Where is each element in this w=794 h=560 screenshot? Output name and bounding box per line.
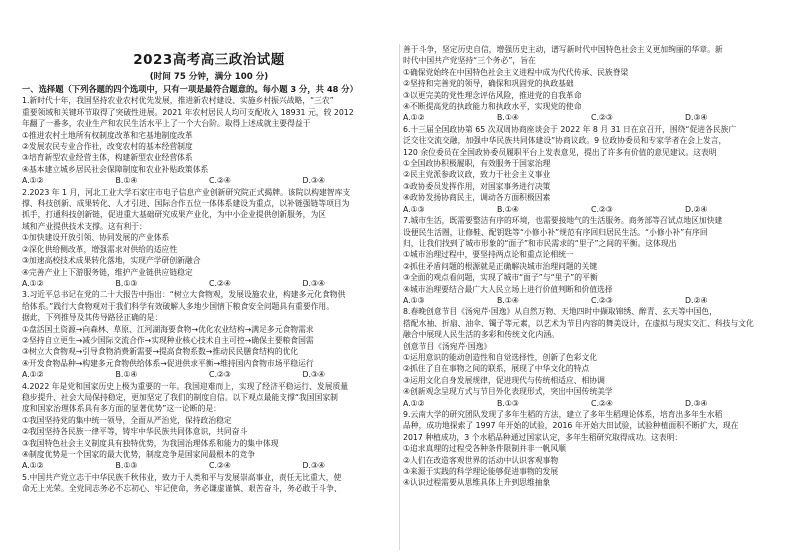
- statement-option: ②民主党派参政议政，致力于社会主义事业: [403, 170, 551, 180]
- answer-choice-b[interactable]: B.①④: [497, 204, 519, 214]
- statement-option: ③我国特色社会主义制度具有独特优势，为我国治理体系和能力的集中体现: [22, 438, 279, 448]
- question-stem: 1.新时代十年，我国坚持农业农村优先发展，推进新农村建设、实施乡村振兴战略，“三农”: [22, 96, 334, 106]
- statement-option: ③政协委员发挥作用，对国家事务进行决策: [403, 181, 551, 191]
- statement-option: ①推进农村土地所有权制度改革和宅基地制度改革: [22, 130, 193, 140]
- left-column: [22, 48, 396, 560]
- question-stem: 给体系。”践行大食物观对于我们科学有效破解人多地少国情下粮食安全问题具有重要作用。: [22, 301, 335, 311]
- statement-option: ④政协发扬协商民主，调动各方面积极因素: [403, 193, 551, 203]
- question-stem: 3.习近平总书记在党的二十大报告中指出：“树立大食物观，发展设施农业，构建多元化食物供: [22, 290, 346, 300]
- section-heading: 一、选择题（下列各题的四个选项中，只有一项是最符合题意的。每小题 3 分，共 48 分）: [22, 84, 358, 94]
- answer-choice-c[interactable]: C.②③: [591, 204, 613, 214]
- question-stem: 域和产业提供技术支撑。这有利于：: [22, 221, 147, 231]
- answer-choice-c[interactable]: C.②④: [209, 461, 231, 471]
- statement-option: ④创新观念呈现方式与节目外化表现形式，突出中国传统美学: [403, 387, 613, 397]
- statement-option: ④认识过程需要从思维具体上升到思维抽象: [403, 478, 551, 488]
- statement-option: ①确保党始终在中国特色社会主义进程中成为代代传承、民族脊梁: [403, 67, 629, 77]
- answer-choice-b[interactable]: B.①③: [115, 278, 138, 288]
- statement-option: ①盘活国土资源→向森林、草原、江河湖海要食物→优化农业结构→满足多元食物需求: [22, 324, 314, 334]
- question-stem: 善于斗争，坚定历史自信，增强历史主动，谱写新时代中国特色社会主义更加绚丽的华章。新: [403, 45, 723, 54]
- exam-subtitle: (时间 75 分钟，满分 100 分): [149, 72, 269, 82]
- answer-choice-a[interactable]: A.①②: [22, 370, 44, 380]
- question-stem: 2.2023 年 1 月，河北工业大学石家庄市电子信息产业创新研究院正式揭牌。该院以构建智库支: [22, 187, 351, 197]
- statement-option: ①我国坚持党的集中统一领导，全面从严治党，保持政治稳定: [22, 415, 232, 425]
- question-stem: 泛交往交流交融，加强中华民族共同体建设”协商议政。9 位政协委员和专家学者在会上发言，: [403, 136, 727, 146]
- statement-option: ③来源于实践的科学理论能够促进事物的发展: [403, 467, 559, 477]
- question-stem: 创意节目《汤宛芹·国逸》: [403, 341, 492, 351]
- answer-choices: [403, 398, 779, 409]
- answer-choice-a[interactable]: A.①②: [22, 278, 44, 288]
- question-stem: 归，让我们找到了城市形象的“面子”和市民需求的“里子”之间的平衡。这体现出: [403, 238, 677, 248]
- answer-choice-b[interactable]: B.①③: [497, 398, 519, 408]
- statement-option: ②发展农民专业合作社，改变农村的基本经营制度: [22, 142, 193, 152]
- question-stem: 度和国家治理体系具有多方面的显著优势”这一论断的是：: [22, 404, 221, 414]
- question-2: [22, 187, 396, 290]
- question-stem: 120 余位委员在全国政协委员履职平台上发表意见，提出了许多有价值的意见建议。这表明: [403, 147, 717, 157]
- statement-option: ②人们在改造客观世界的活动中认识客观事物: [403, 455, 559, 465]
- answer-choice-a[interactable]: A.①②: [403, 113, 425, 123]
- right-column: [403, 44, 779, 560]
- question-5-continued: [403, 44, 779, 124]
- answer-choice-c[interactable]: C.②④: [209, 176, 231, 186]
- statement-option: ③以更完美的党性理念评估风险，推进党的自我革命: [403, 90, 582, 100]
- answer-choice-c[interactable]: C.②③: [591, 295, 613, 305]
- question-stem: 2017 种植成功，3 个水稻品种通过国家认定，多年生稻研究取得成功。这表明：: [403, 432, 683, 442]
- answer-choices: [403, 295, 779, 306]
- statement-option: ③树立大食物观→引导食物消费新需要→提高食物系数→推动民民膳食结构的优化: [22, 347, 299, 357]
- question-stem: 5.中国共产党立志于中华民族千秋伟业，致力于人类和平与发展崇高事业，责任无比重大，使: [22, 472, 342, 482]
- statement-option: ④基本建立城乡居民社会保障制度和农业补贴政策体系: [22, 164, 209, 174]
- statement-option: ④完善产业上下游服务链，维护产业链供应链稳定: [22, 267, 193, 277]
- answer-choice-a[interactable]: A.①②: [22, 176, 44, 186]
- answer-choice-d[interactable]: D.②④: [685, 204, 708, 214]
- statement-option: ②抓住了自在事物之间的联系，展现了中华文化的特点: [403, 364, 590, 374]
- question-stem: 7.城市生活，既需要整洁有序的环境，也需要接地气的生活服务。商务部等召试点地区加快建: [403, 216, 723, 226]
- answer-choice-d[interactable]: D.③④: [302, 370, 325, 380]
- statement-option: ③加速高校技术成果转化落地，实现产学研创新融合: [22, 256, 201, 266]
- statement-option: ③全面的观点看问题，实现了城市“面子”与“里子”的平衡: [403, 273, 598, 283]
- statement-option: ①加快建设开放引领、协同发展的产业体系: [22, 233, 170, 243]
- statement-option: ②我国坚持各民族一律平等，铸牢中华民族共同体意识，共同奋斗: [22, 427, 248, 437]
- question-stem: 稳步提升、社会大局保持稳定，更加坚定了我们的制度自信。以下观点最能支撑“我国国家制: [22, 392, 338, 402]
- question-stem: 抓手，打通科技创新链，促进重大基础研究成果产业化，为中小企业提供创新服务，为区: [22, 210, 327, 220]
- column-divider: [399, 44, 400, 550]
- question-stem: 搭配水袖、折扇、油伞、镯子等元素，以艺术为节目内容的舞美设计，在虚拟与现实交汇、科技与文化: [403, 318, 754, 328]
- statement-option: ③培育新型农业经营主体，构建新型农业经营体系: [22, 153, 193, 163]
- question-6: [403, 124, 779, 215]
- statement-option: ②坚持自立更生→减少国际交流合作→实现种业核心技术自主可控→确保主要粮食国需: [22, 335, 314, 345]
- question-stem: 重要领域和关键环节取得了突破性进展。2021 年农村居民人均可支配收入 18931 元，较 2012: [22, 107, 354, 117]
- question-3: [22, 289, 396, 380]
- answer-choice-b[interactable]: B.①④: [115, 176, 138, 186]
- question-stem: 命无上光荣。全党同志务必不忘初心、牢记使命，务必谦虚谨慎、艰苦奋斗，务必敢于斗争、: [22, 484, 342, 494]
- statement-option: ④城市治理要结合最广大人民立场上进行价值判断和价值选择: [403, 284, 613, 294]
- statement-option: ①全国政协积极履职，有效服务于国家治理: [403, 159, 551, 169]
- question-stem: 8.春晚创意节目《汤宛芹·国逸》从自然万物、天地四时中撷取锦绣、醉青、玄天等中国色，: [403, 307, 717, 317]
- answer-choice-c[interactable]: C.②④: [209, 278, 231, 288]
- answer-choice-d[interactable]: D.②④: [685, 295, 708, 305]
- answer-choice-a[interactable]: A.①③: [403, 204, 425, 214]
- question-stem: 融合中展现人民生活的多彩和传统文化内涵。: [403, 330, 559, 340]
- question-stem: 设便民生活圈，让修鞋、配钥匙等“小修小补”规范有序回归居民生活。“小修小补”有序回: [403, 227, 708, 237]
- answer-choice-a[interactable]: A.①②: [403, 398, 425, 408]
- answer-choice-c[interactable]: C.②③: [209, 370, 231, 380]
- question-stem: 时代中国共产党坚持“三个务必”，旨在: [403, 56, 536, 66]
- statement-option: ①运用意识的能动创造性和自觉选择性，创新了色彩文化: [403, 352, 598, 362]
- question-7: [403, 215, 779, 306]
- question-stem: 9.云南大学的研究团队发现了多年生稻的方法，建立了多年生稻理论体系，培育出多年生水稻: [403, 410, 723, 419]
- answer-choices: [403, 204, 779, 215]
- question-4: [22, 381, 396, 472]
- answer-choice-d[interactable]: D.③④: [685, 113, 708, 123]
- answer-choices: [22, 369, 396, 380]
- answer-choice-d[interactable]: D.③④: [302, 176, 325, 186]
- answer-choice-c[interactable]: C.②④: [591, 398, 613, 408]
- answer-choice-d[interactable]: D.③④: [302, 278, 325, 288]
- question-8: [403, 306, 779, 409]
- question-stem: 据此，下列推导及其传导路径正确的是：: [22, 313, 163, 323]
- exam-title: 2023高考高三政治试题: [133, 52, 285, 68]
- question-stem: 4.2022 年是党和国家历史上极为重要的一年。我国迎难而上，实现了经济平稳运行、发展质量: [22, 381, 349, 391]
- answer-choice-c[interactable]: C.②③: [591, 113, 613, 123]
- answer-choice-a[interactable]: A.①③: [403, 295, 425, 305]
- question-5: [22, 472, 396, 495]
- question-stem: 品种，成功地探索了 1997 年开始的试验，2016 年开始大田试验，试验种植面积不断扩大，现在: [403, 421, 739, 431]
- answer-choice-b[interactable]: B.①③: [115, 461, 138, 471]
- answer-choice-b[interactable]: B.①④: [497, 295, 519, 305]
- answer-choices: [22, 460, 396, 471]
- question-stem: 撑、科技创新、成果转化、人才引进、国际合作五位一体体系建设为重点，以补链强链等项目为: [22, 199, 350, 209]
- question-stem: 6.十三届全国政协第 65 次双周协商座谈会于 2022 年 8 月 31 日在京召开，围绕“促进各民族广: [403, 124, 737, 134]
- answer-choice-d[interactable]: D.③④: [685, 398, 708, 408]
- answer-choices: [403, 112, 779, 123]
- statement-option: ①追求真理的过程受各种条件限制并非一帆风顺: [403, 444, 566, 454]
- answer-choices: [22, 278, 396, 289]
- answer-choice-b[interactable]: B.①④: [115, 370, 138, 380]
- statement-option: ④制度优势是一个国家的最大优势，制度竞争是国家间最根本的竞争: [22, 450, 256, 459]
- statement-option: ②坚持和完善党的领导，确保和巩固党的执政基础: [403, 79, 574, 89]
- statement-option: ②深化供给侧改革，增强需求对供给的适应性: [22, 244, 178, 254]
- answer-choice-d[interactable]: D.③④: [302, 461, 325, 471]
- statement-option: ④开发食物品种→构建多元食物供给体系→促进供求平衡→维持国内食物市场平稳运行: [22, 358, 314, 368]
- statement-option: ④不断提高党的执政能力和执政水平，实现党的使命: [403, 102, 582, 112]
- answer-choice-b[interactable]: B.①④: [497, 113, 519, 123]
- question-1: [22, 95, 396, 186]
- statement-option: ②抓住矛盾问题的根源就是正确解决城市治理问题的关键: [403, 261, 598, 271]
- statement-option: ③运用文化自身发展规律，促进现代与传统相适应、相协调: [403, 375, 605, 385]
- answer-choice-a[interactable]: A.①②: [22, 461, 44, 471]
- question-9: [403, 409, 779, 489]
- question-stem: 年翻了一番多，农业生产和农民生活水平上了一个大台阶。取得上述成就主要得益于: [22, 119, 311, 129]
- answer-choices: [22, 175, 396, 186]
- statement-option: ①城市治理过程中，要坚持两点论和重点论相统一: [403, 250, 574, 260]
